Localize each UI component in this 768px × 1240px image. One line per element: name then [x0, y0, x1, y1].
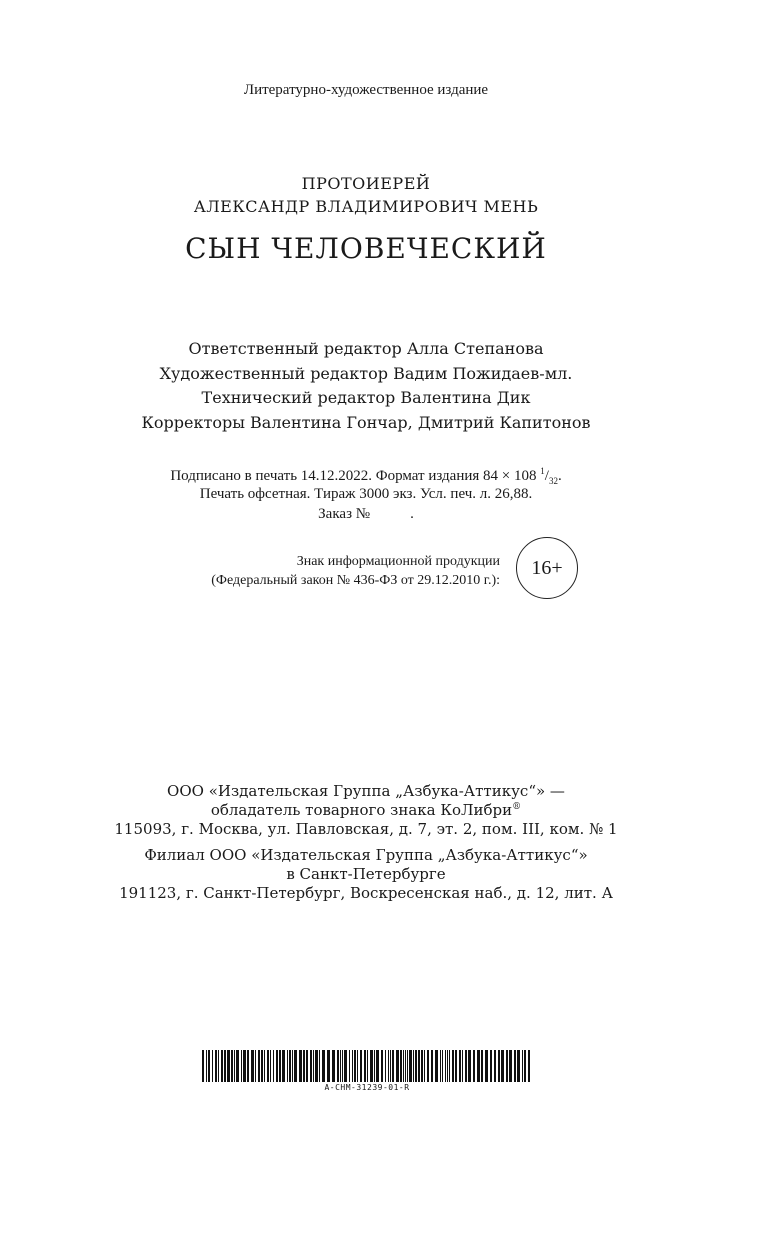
staff-proofreaders: Корректоры Валентина Гончар, Дмитрий Капитонов	[141, 413, 591, 432]
publisher-trademark	[0, 801, 732, 819]
order-number	[0, 506, 732, 523]
print-signed-text: Подписано в печать 14.12.2022. Формат издания 84 × 108	[170, 468, 537, 484]
edition-type: Литературно-художественное издание	[243, 82, 489, 98]
age-rating-badge: 16+	[516, 537, 578, 599]
info-sign-line1: Знак информационной продукции	[296, 554, 500, 569]
format-denominator: 32	[548, 476, 558, 486]
order-end: .	[410, 506, 414, 522]
book-title: СЫН ЧЕЛОВЕЧЕСКИЙ	[185, 232, 547, 265]
publisher-address: 115093, г. Москва, ул. Павловская, д. 7, эт. 2, пом. III, ком. № 1	[114, 820, 618, 838]
publisher-name: ООО «Издательская Группа „Азбука-Аттикус“» —	[167, 782, 565, 800]
author-title: ПРОТОИЕРЕЙ	[301, 174, 431, 193]
branch-address: 191123, г. Санкт-Петербург, Воскресенская наб., д. 12, лит. А	[119, 884, 613, 902]
publisher-trademark-text: обладатель товарного знака КоЛибри	[210, 801, 513, 819]
staff-tech-editor: Технический редактор Валентина Дик	[201, 388, 531, 407]
barcode	[202, 1050, 532, 1082]
branch-name: Филиал ООО «Издательская Группа „Азбука-Аттикус“»	[144, 846, 588, 864]
staff-art-editor: Художественный редактор Вадим Пожидаев-мл.	[159, 364, 573, 383]
format-numerator: 1	[540, 466, 545, 476]
info-product-sign	[150, 552, 500, 590]
author-name: АЛЕКСАНДР ВЛАДИМИРОВИЧ МЕНЬ	[193, 197, 539, 216]
staff-editor: Ответственный редактор Алла Степанова	[188, 339, 544, 358]
branch-city: в Санкт-Петербурге	[286, 865, 446, 883]
registered-mark: ®	[512, 802, 522, 812]
format-end: .	[557, 468, 562, 484]
print-run: Печать офсетная. Тираж 3000 экз. Усл. печ. л. 26,88.	[199, 486, 533, 502]
print-signed: Подписано в печать 14.12.2022. Формат издания 84 × 108 $^1/_{32}$.	[170, 466, 562, 486]
info-sign-line2: (Федеральный закон № 436-ФЗ от 29.12.2010 г.):	[211, 573, 500, 588]
barcode-text: A-CHM-31239-01-R	[324, 1083, 410, 1092]
order-label: Заказ №	[318, 506, 371, 522]
